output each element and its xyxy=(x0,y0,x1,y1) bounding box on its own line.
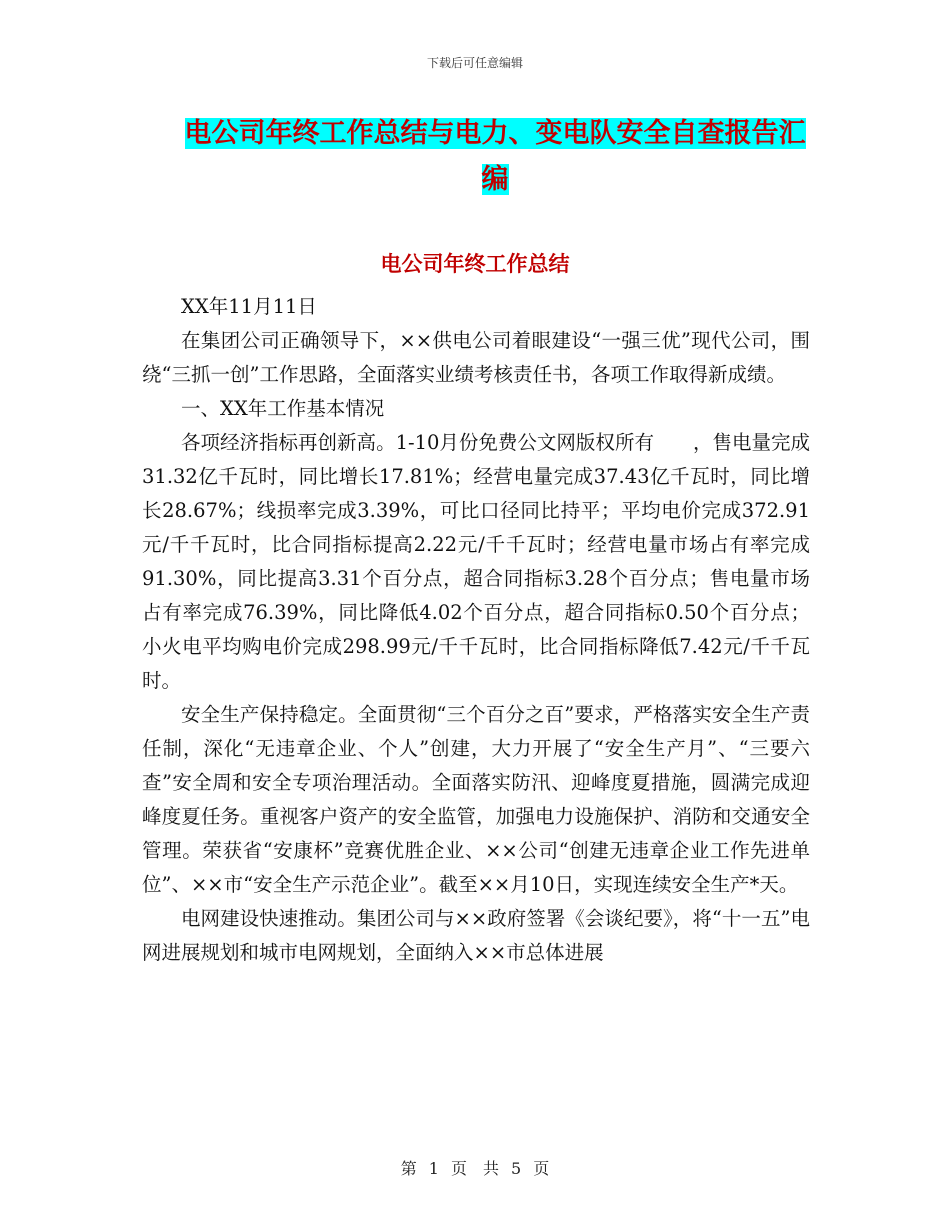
footer-prefix: 第 xyxy=(400,1159,417,1178)
footer-middle: 页 共 xyxy=(450,1159,499,1178)
date-line: XX年11月11日 xyxy=(181,295,317,318)
main-title-text: 电公司年终工作总结与电力、变电队安全自查报告汇编 xyxy=(184,118,806,195)
footer-current-page: 1 xyxy=(428,1159,439,1178)
paragraph-grid-construction: 电网建设快速推动。集团公司与××政府签署《会谈纪要》，将“十一五”电网进展规划和城市电网规划，全面纳入××市总体进展 xyxy=(142,907,810,964)
document-body xyxy=(142,290,810,970)
section-title: 电公司年终工作总结 xyxy=(380,252,570,276)
paragraph-safety-production: 安全生产保持稳定。全面贯彻“三个百分之百”要求，严格落实安全生产责任制，深化“无违章企业、个人”创建，大力开展了“安全生产月”、“三要六查”安全周和安全专项治理活动。全面落实防汛、迎峰度夏措施，圆满完成迎峰度夏任务。重视客户资产的安全监管，加强电力设施保护、消防和交通安全管理。荣获省“安康杯”竞赛优胜企业、××公司“创建无违章企业工作先进单位”、××市“安全生产示范企业”。截至××月10日，实现连续安全生产*天。 xyxy=(142,703,810,896)
header-note: 下载后可任意编辑 xyxy=(426,56,523,70)
footer-suffix: 页 xyxy=(533,1159,550,1178)
subheading-basic-situation: 一、XX年工作基本情况 xyxy=(181,397,385,420)
main-title xyxy=(180,111,810,203)
paragraph-intro: 在集团公司正确领导下，××供电公司着眼建设“一强三优”现代公司，围绕“三抓一创”工作思路，全面落实业绩考核责任书，各项工作取得新成绩。 xyxy=(142,329,810,386)
footer-total-pages: 5 xyxy=(511,1159,522,1178)
paragraph-economic-indicators: 各项经济指标再创新高。1-10月份免费公文网版权所有 ，售电量完成31.32亿千瓦时，同比增长17.81%；经营电量完成37.43亿千瓦时，同比增长28.67%；线损率完成3.39%，可比口径同比持平；平均电价完成372.91元/千千瓦时，比合同指标提高2.22元/千千瓦时；经营电量市场占有率完成91.30%，同比提高3.31个百分点，超合同指标3.28个百分点；售电量市场占有率完成76.39%，同比降低4.02个百分点，超合同指标0.50个百分点；小火电平均购电价完成298.99元/千千瓦时，比合同指标降低7.42元/千千瓦时。 xyxy=(142,431,810,692)
page-footer xyxy=(0,1156,950,1179)
